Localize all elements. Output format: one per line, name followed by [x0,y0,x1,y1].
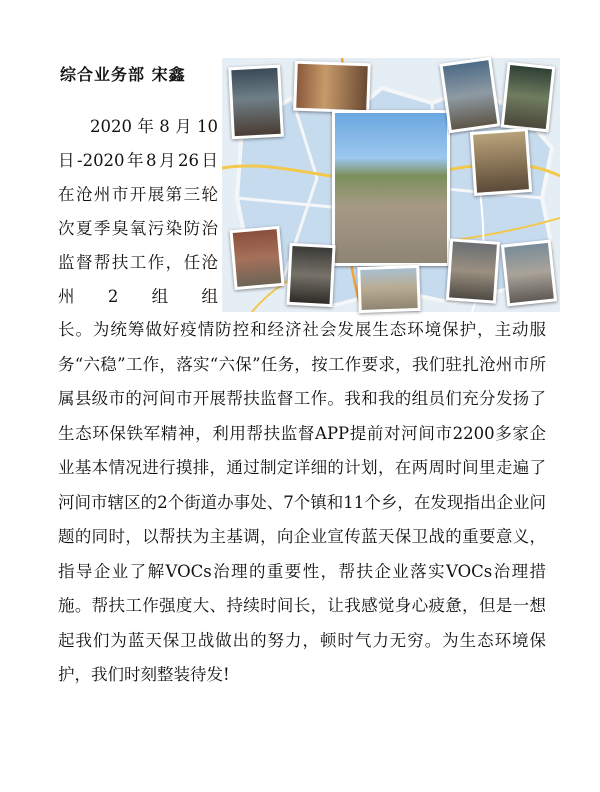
photo-wall-check [229,226,284,290]
photo-factory-2 [501,62,556,133]
lead-paragraph [58,110,218,314]
photo-outdoor-yard [357,265,421,313]
photo-site-inspection [470,128,532,196]
photo-team-main [332,110,450,266]
photo-collage [222,58,560,312]
photo-worker-left [228,65,284,140]
photo-factory-1 [439,57,500,134]
photo-pipes [501,240,557,307]
author-byline: 综合业务部 宋鑫 [60,65,186,84]
body-paragraph: 长。为统筹做好疫情防控和经济社会发展生态环境保护，主动服务“六稳”工作，落实“六保”任务，按工作要求，我们驻扎沧州市所属县级市的河间市开展帮扶监督工作。我和我的组员们充分发扬了生态环保铁军精神，利用帮扶监督APP提前对河间市2200多家企业基本情况进行摸排，通过制定详细的计划，在两周时间里走遍了河间市辖区的2个街道办事处、7个镇和11个乡，在发现指出企业问题的同时，以帮扶为主基调，向企业宣传蓝天保卫战的重要意义，指导企业了解VOCs治理的重要性，帮扶企业落实VOCs治理措施。帮扶工作强度大、持续时间长，让我感觉身心疲惫，但是一想起我们为蓝天保卫战做出的努力，顿时气力无穷。为生态环境保护，我们时刻整装待发! [58,320,546,684]
photo-ladder [286,243,335,307]
photo-office-meeting [293,61,371,114]
photo-equipment [446,238,500,303]
lead-text: 2020年8月10日-2020年8月26日在沧州市开展第三轮次夏季臭氧污染防治监督帮扶工作，任沧州2组组 [58,117,218,306]
